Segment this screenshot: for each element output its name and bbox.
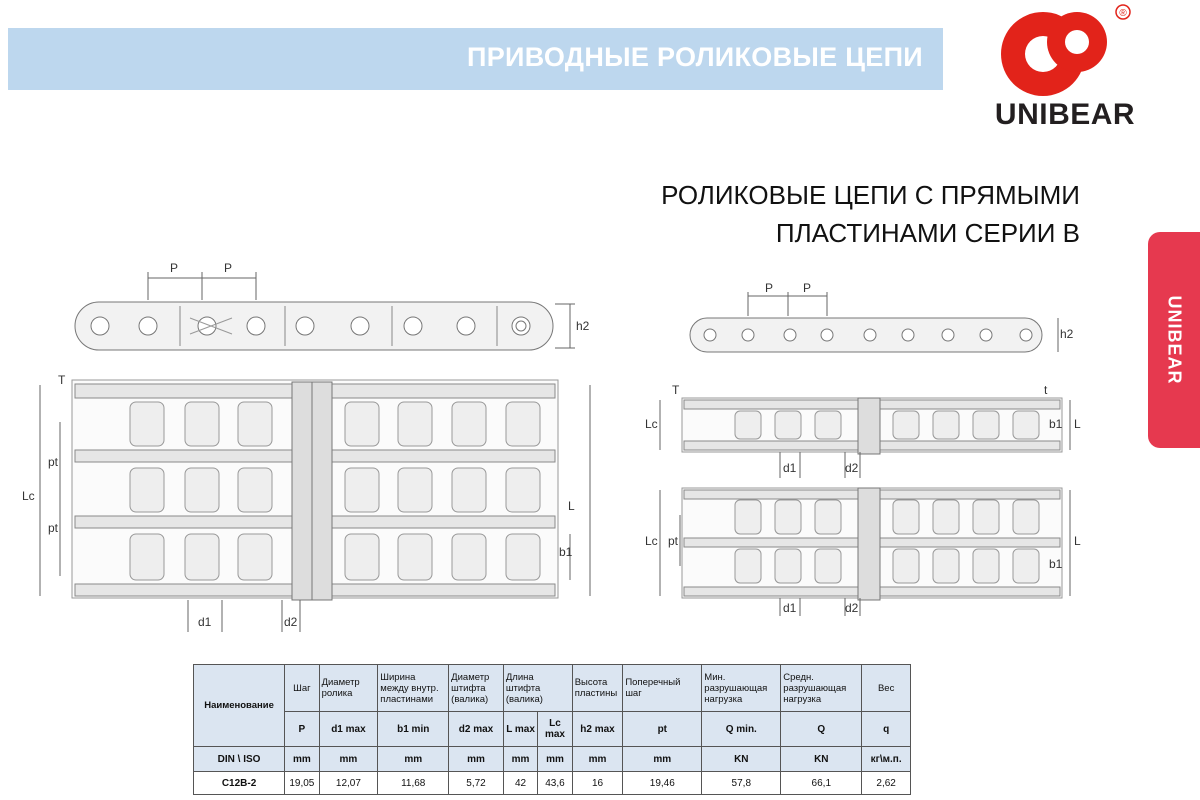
chain-spec-table <box>193 664 911 795</box>
dim-t-label: T <box>58 373 66 387</box>
dim-pt-label: pt <box>668 534 679 548</box>
col-symbol: P <box>285 712 319 747</box>
col-title: Высота пластины <box>572 665 623 712</box>
col-unit: mm <box>503 747 537 772</box>
table-cell: 2,62 <box>862 772 911 795</box>
dim-pitch-label: P <box>803 281 812 295</box>
dim-t-label: T <box>672 383 680 397</box>
table-cell: 5,72 <box>449 772 504 795</box>
col-symbol: d2 max <box>449 712 504 747</box>
table-cell: 19,46 <box>623 772 702 795</box>
banner-title: ПРИВОДНЫЕ РОЛИКОВЫЕ ЦЕПИ <box>467 42 923 72</box>
dim-pitch-label: P <box>765 281 774 295</box>
name-header: Наименование <box>194 665 285 747</box>
col-title: Вес <box>862 665 911 712</box>
col-title: Мин. разрушающая нагрузка <box>702 665 781 712</box>
table-cell: 12,07 <box>319 772 378 795</box>
dim-thin-t-label: t <box>1044 383 1048 397</box>
table-cell: 43,6 <box>538 772 572 795</box>
dim-lc-label: Lc <box>22 489 35 503</box>
col-unit: KN <box>702 747 781 772</box>
registered-mark: ® <box>1119 8 1127 19</box>
col-title: Поперечный шаг <box>623 665 702 712</box>
col-title: Длина штифта (валика) <box>503 665 572 712</box>
std-label: DIN \ ISO <box>194 747 285 772</box>
col-title: Ширина между внутр. пластинами <box>378 665 449 712</box>
col-title: Шаг <box>285 665 319 712</box>
col-symbol: Q min. <box>702 712 781 747</box>
side-tab-text: UNIBEAR <box>1164 295 1185 385</box>
table-cell: 19,05 <box>285 772 319 795</box>
logo-text: UNIBEAR <box>994 98 1136 131</box>
dim-b1-label: b1 <box>1049 417 1063 431</box>
dim-l-label: L <box>1074 417 1081 431</box>
table-cell: 57,8 <box>702 772 781 795</box>
dim-l-label: L <box>568 499 575 513</box>
table-row <box>194 772 911 795</box>
dim-d1-label: d1 <box>198 615 212 629</box>
col-unit: mm <box>378 747 449 772</box>
col-unit: mm <box>449 747 504 772</box>
col-unit: mm <box>572 747 623 772</box>
table-unit-row <box>194 747 911 772</box>
dim-d1-label: d1 <box>783 601 797 615</box>
subtitle-line-2: ПЛАСТИНАМИ СЕРИИ В <box>775 218 1080 248</box>
col-title: Диаметр штифта (валика) <box>449 665 504 712</box>
col-symbol: h2 max <box>572 712 623 747</box>
col-symbol: Lc max <box>538 712 572 747</box>
dim-d2-label: d2 <box>845 461 859 475</box>
col-symbol: L max <box>503 712 537 747</box>
dim-lc-label: Lc <box>645 534 658 548</box>
table-cell: 42 <box>503 772 537 795</box>
col-unit: mm <box>285 747 319 772</box>
table-symbol-row <box>194 712 911 747</box>
col-unit: KN <box>781 747 862 772</box>
table-header-row <box>194 665 911 712</box>
dim-pt-label: pt <box>48 455 59 469</box>
dim-d1-label: d1 <box>783 461 797 475</box>
dim-b1-label: b1 <box>1049 557 1063 571</box>
col-unit: mm <box>538 747 572 772</box>
dim-pitch-label: P <box>224 261 233 275</box>
dim-h2-label: h2 <box>1060 327 1074 341</box>
col-symbol: d1 max <box>319 712 378 747</box>
table-cell: 66,1 <box>781 772 862 795</box>
col-symbol: b1 min <box>378 712 449 747</box>
dim-pitch-label: P <box>170 261 179 275</box>
col-title: Средн. разрушающая нагрузка <box>781 665 862 712</box>
dim-d2-label: d2 <box>845 601 859 615</box>
col-symbol: q <box>862 712 911 747</box>
chain-name-cell: C12B-2 <box>194 772 285 795</box>
col-unit: mm <box>623 747 702 772</box>
col-unit: mm <box>319 747 378 772</box>
table-cell: 11,68 <box>378 772 449 795</box>
subtitle-line-1: РОЛИКОВЫЕ ЦЕПИ С ПРЯМЫМИ <box>661 180 1080 210</box>
table-cell: 16 <box>572 772 623 795</box>
dim-d2-label: d2 <box>284 615 298 629</box>
dim-b1-label: b1 <box>559 545 573 559</box>
dim-h2-label: h2 <box>576 319 590 333</box>
col-symbol: pt <box>623 712 702 747</box>
col-title: Диаметр ролика <box>319 665 378 712</box>
dim-pt-label: pt <box>48 521 59 535</box>
dim-lc-label: Lc <box>645 417 658 431</box>
col-symbol: Q <box>781 712 862 747</box>
dim-l-label: L <box>1074 534 1081 548</box>
col-unit: кг\м.п. <box>862 747 911 772</box>
